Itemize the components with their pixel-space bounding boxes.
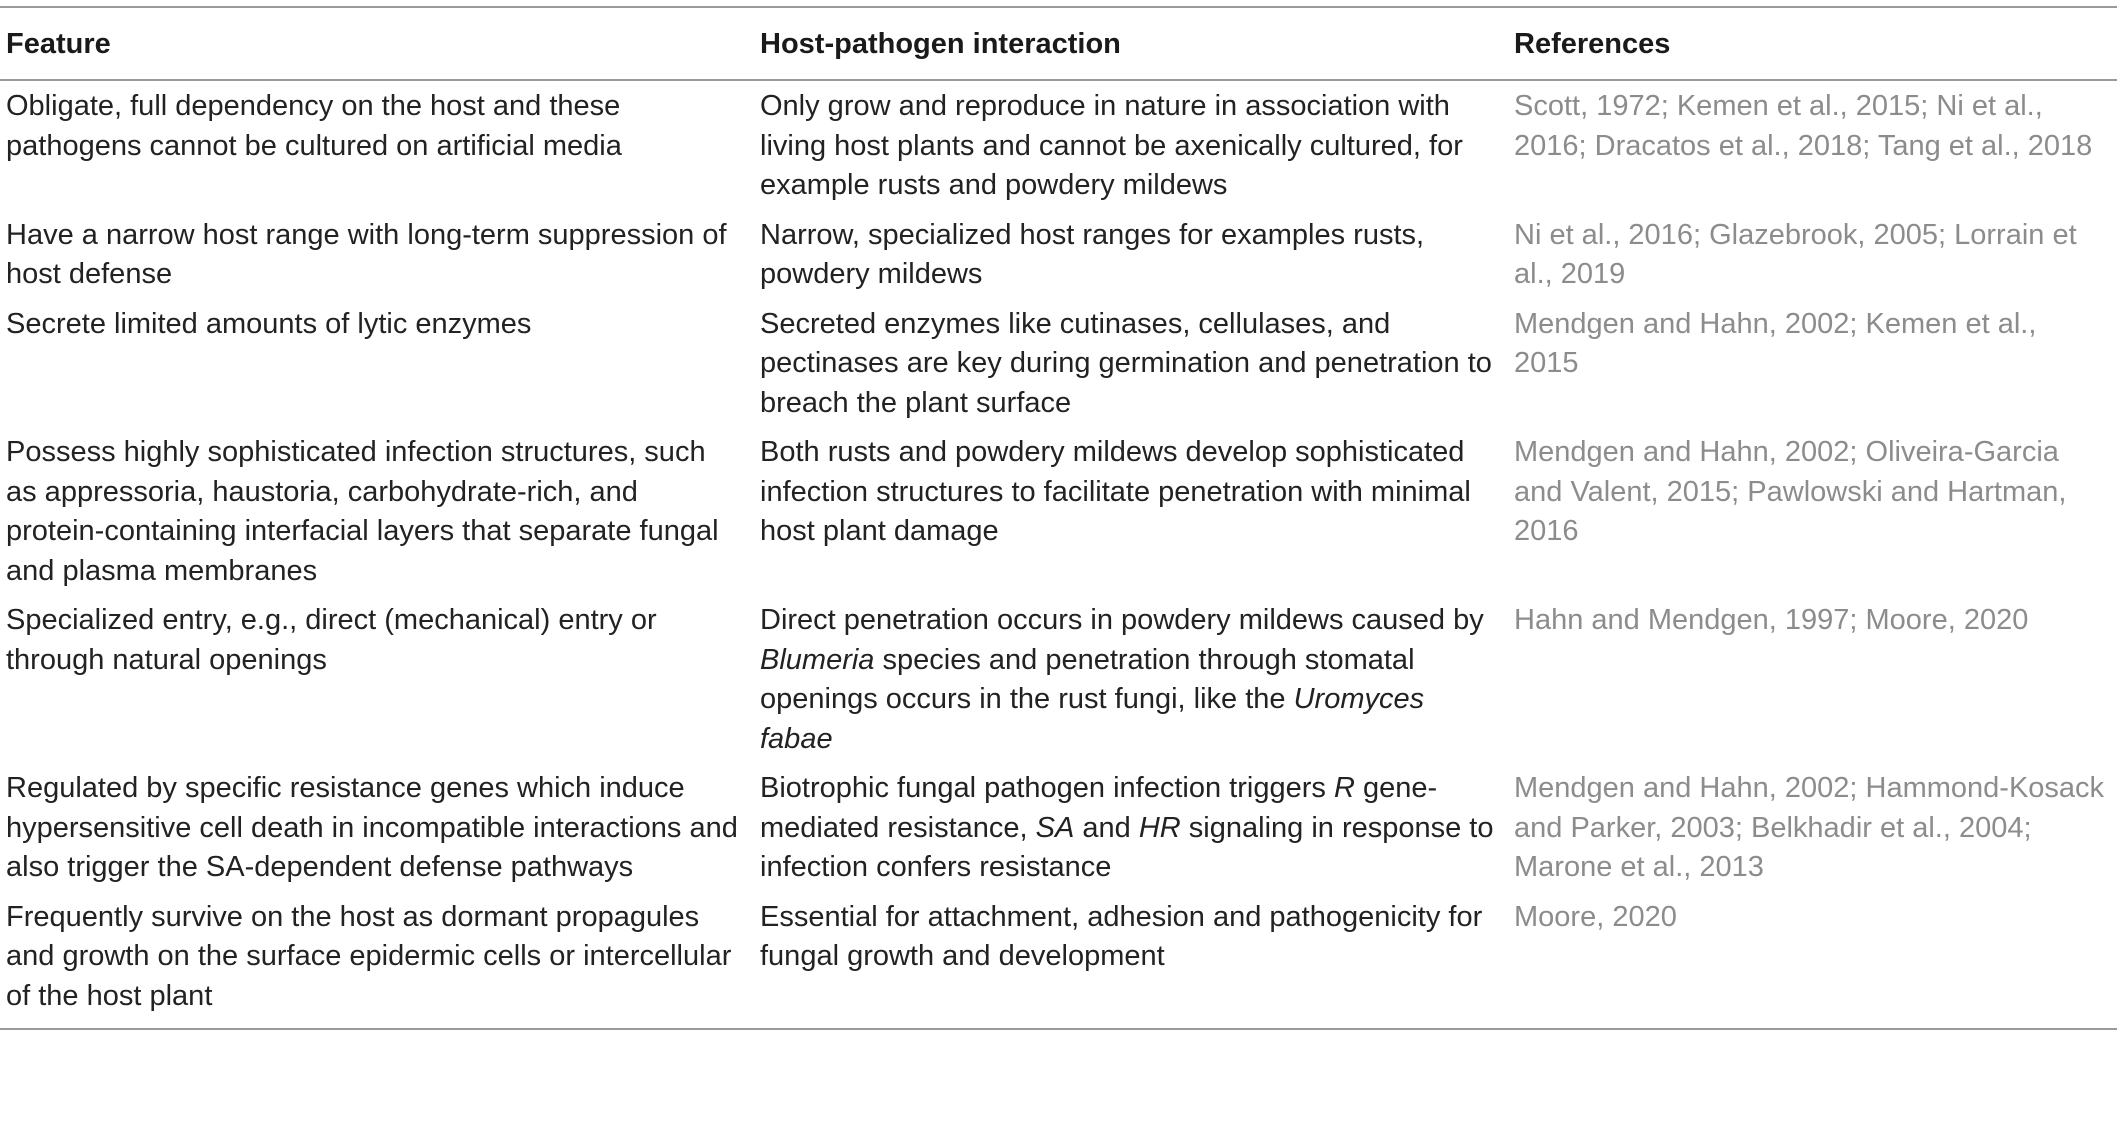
reference-link[interactable]: Kemen et al., 2015 xyxy=(1514,307,2037,379)
gene-term: R xyxy=(1333,772,1355,804)
table-row xyxy=(0,763,2117,892)
pathogen-features-table xyxy=(0,6,2117,1030)
interaction-cell xyxy=(754,763,1508,892)
interaction-text: Secreted enzymes like cutinases, cellulases, and pectinases are key during germination and penetration to breach the plant surface xyxy=(760,307,1492,419)
reference-link[interactable]: Moore, 2020 xyxy=(1514,900,1677,933)
interaction-text: signaling in response to infection confers resistance xyxy=(760,811,1494,883)
reference-link[interactable]: Mendgen and Hahn, 2002 xyxy=(1514,772,1850,804)
table-row xyxy=(0,210,2117,299)
feature-cell: Frequently survive on the host as dormant propagules and growth on the surface epidermic cells or intercellular of the host plant xyxy=(0,892,754,1030)
reference-link[interactable]: Hahn and Mendgen, 1997 xyxy=(1514,604,1850,636)
table-container xyxy=(0,6,2117,1030)
header-references: References xyxy=(1508,7,2117,80)
interaction-cell xyxy=(754,80,1508,210)
reference-link[interactable]: Oliveira-Garcia and Valent, 2015 xyxy=(1514,436,2059,508)
references-cell: Mendgen and Hahn, 2002; Hammond-Kosack and Parker, 2003; Belkhadir et al., 2004; Marone et al., 2013 xyxy=(1514,772,2105,883)
header-host-pathogen-interaction: Host-pathogen interaction xyxy=(754,7,1508,80)
table-header xyxy=(0,7,2117,80)
reference-link[interactable]: Tang et al., 2018 xyxy=(1877,129,2093,162)
interaction-text: Narrow, specialized host ranges for examples rusts, powdery mildews xyxy=(760,218,1425,290)
table-row xyxy=(0,427,2117,595)
reference-link[interactable]: Mendgen and Hahn, 2002 xyxy=(1514,307,1850,340)
interaction-cell xyxy=(754,427,1508,595)
table-row xyxy=(0,299,2117,428)
interaction-text: Essential for attachment, adhesion and pathogenicity for fungal growth and development xyxy=(760,900,1483,972)
table-row xyxy=(0,892,2117,1030)
interaction-text: species and penetration through stomatal openings occurs in the rust fungi, like the xyxy=(760,643,1415,715)
feature-cell: Have a narrow host range with long-term suppression of host defense xyxy=(6,218,727,290)
interaction-text: Direct penetration occurs in powdery mildews caused by xyxy=(760,604,1484,636)
table-body xyxy=(0,80,2117,1029)
species-name: Blumeria xyxy=(760,643,875,676)
feature-cell: Regulated by specific resistance genes which induce hypersensitive cell death in incompatible interactions and also trigger the SA-dependent defense pathways xyxy=(6,772,738,883)
feature-cell: Specialized entry, e.g., direct (mechanical) entry or through natural openings xyxy=(6,604,657,676)
reference-link[interactable]: Lorrain et al., 2019 xyxy=(1514,218,2077,290)
references-cell: Mendgen and Hahn, 2002; Kemen et al., 2015 xyxy=(1514,307,2037,379)
feature-cell: Possess highly sophisticated infection structures, such as appressoria, haustoria, carbohydrate-rich, and protein-containing interfacial layers that separate fungal and plasma membranes xyxy=(6,436,719,587)
gene-term: SA xyxy=(1035,811,1075,844)
interaction-cell xyxy=(754,210,1508,299)
reference-link[interactable]: Moore, 2020 xyxy=(1865,604,2029,636)
reference-link[interactable]: Hammond-Kosack and Parker, 2003 xyxy=(1514,772,2105,844)
table-row xyxy=(0,595,2117,763)
interaction-cell xyxy=(754,299,1508,428)
reference-link[interactable]: Scott, 1972 xyxy=(1514,90,1661,122)
header-feature: Feature xyxy=(0,7,754,80)
references-cell: Mendgen and Hahn, 2002; Oliveira-Garcia and Valent, 2015; Pawlowski and Hartman, 2016 xyxy=(1514,436,2067,547)
references-cell: Scott, 1972; Kemen et al., 2015; Ni et al., 2016; Dracatos et al., 2018; Tang et al., 2018 xyxy=(1514,90,2093,162)
interaction-text: gene-mediated resistance, xyxy=(760,772,1438,844)
references-cell: Hahn and Mendgen, 1997; Moore, 2020 xyxy=(1514,604,2029,636)
table-row xyxy=(0,80,2117,210)
interaction-cell xyxy=(754,892,1508,1030)
reference-link[interactable]: Kemen et al., 2015 xyxy=(1676,90,1921,122)
reference-link[interactable]: Belkhadir et al., 2004 xyxy=(1751,811,2024,844)
interaction-text: Biotrophic fungal pathogen infection triggers xyxy=(760,772,1334,804)
feature-cell: Obligate, full dependency on the host and these pathogens cannot be cultured on artificial media xyxy=(6,90,622,162)
reference-link[interactable]: Ni et al., 2016 xyxy=(1514,90,2043,162)
header-row xyxy=(0,7,2117,80)
reference-link[interactable]: Dracatos et al., 2018 xyxy=(1594,129,1863,162)
interaction-text: and xyxy=(1074,811,1139,844)
reference-link[interactable]: Mendgen and Hahn, 2002 xyxy=(1514,436,1850,468)
references-cell: Ni et al., 2016; Glazebrook, 2005; Lorrain et al., 2019 xyxy=(1514,218,2077,290)
interaction-text: Only grow and reproduce in nature in association with living host plants and cannot be axenically cultured, for example rusts and powdery mildews xyxy=(760,90,1463,201)
references-cell xyxy=(1508,892,2117,1030)
reference-link[interactable]: Glazebrook, 2005 xyxy=(1709,218,1939,251)
reference-link[interactable]: Marone et al., 2013 xyxy=(1514,851,1764,883)
interaction-cell xyxy=(754,595,1508,763)
species-name: Uromyces fabae xyxy=(760,683,1425,755)
interaction-text: Both rusts and powdery mildews develop sophisticated infection structures to facilitate penetration with minimal host plant damage xyxy=(760,436,1471,547)
reference-link[interactable]: Pawlowski and Hartman, 2016 xyxy=(1514,475,2067,547)
reference-link[interactable]: Ni et al., 2016 xyxy=(1514,218,1693,251)
gene-term: HR xyxy=(1138,811,1181,844)
feature-cell: Secrete limited amounts of lytic enzymes xyxy=(6,307,532,340)
